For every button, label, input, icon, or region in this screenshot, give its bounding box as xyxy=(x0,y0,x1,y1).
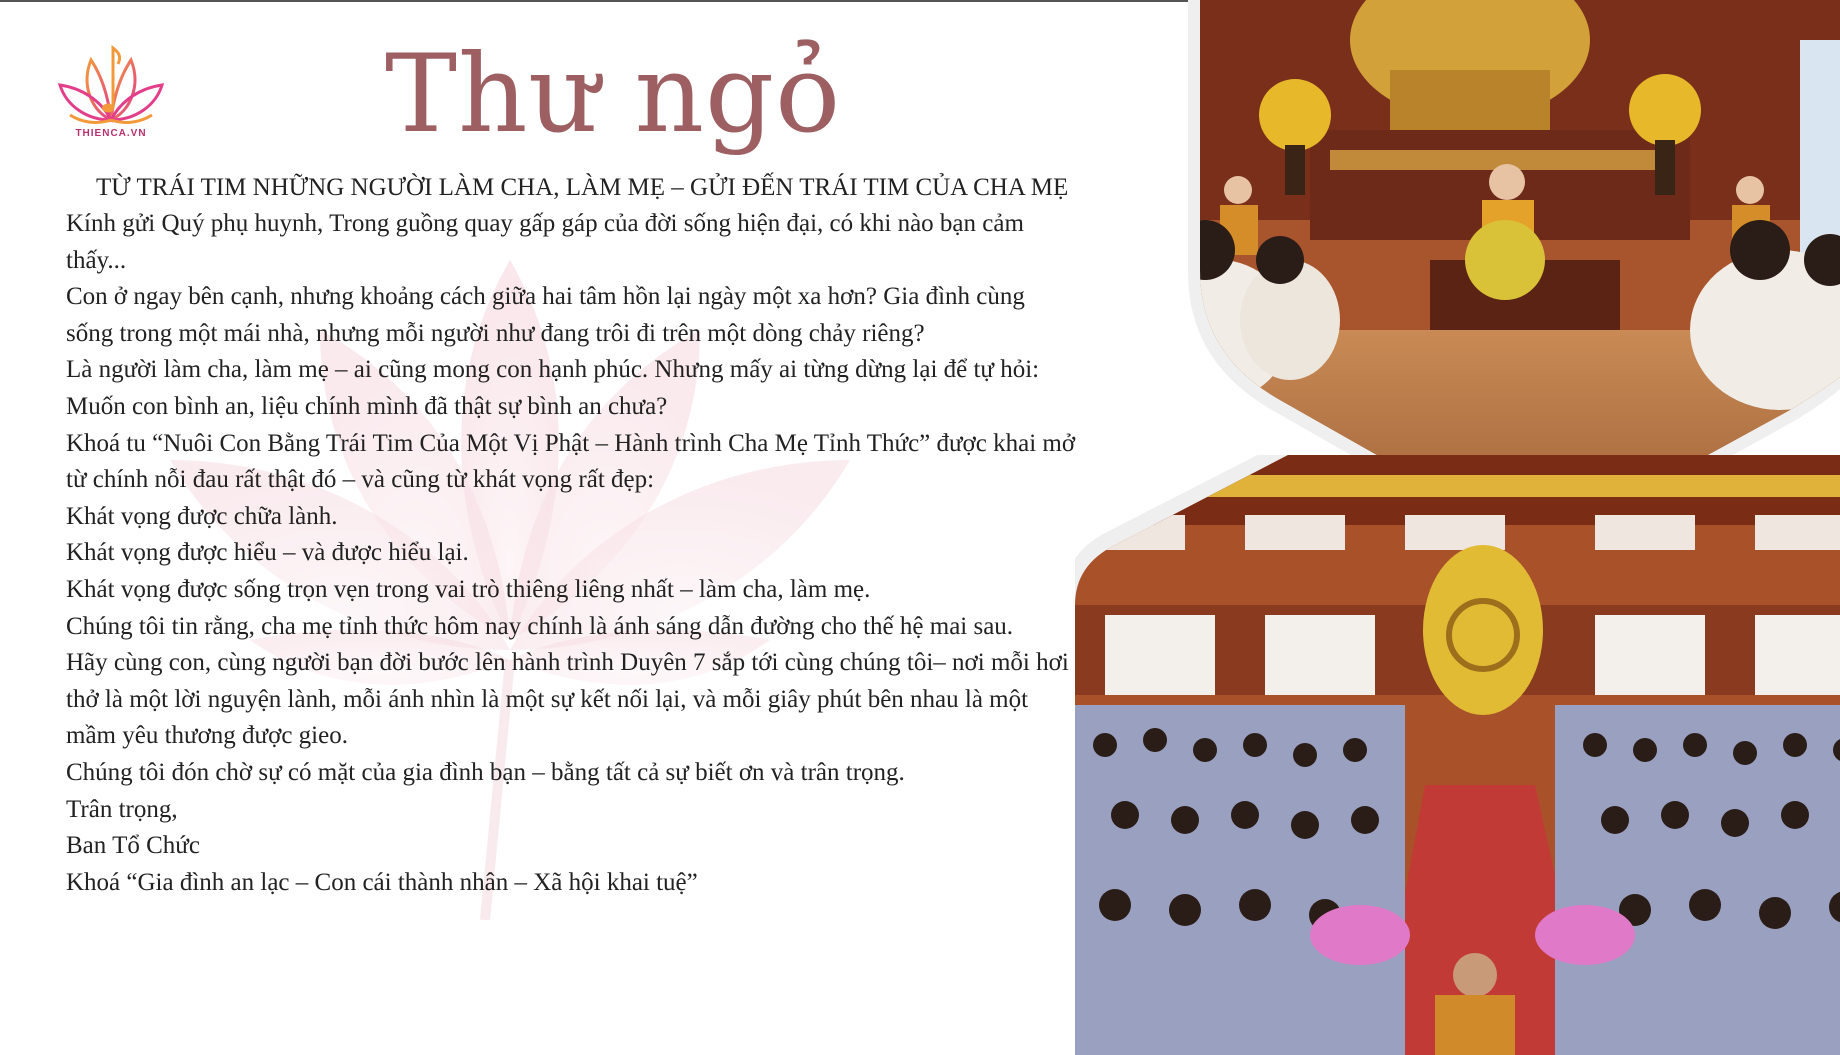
letter-body xyxy=(66,170,1076,901)
letter-heading: TỪ TRÁI TIM NHỮNG NGƯỜI LÀM CHA, LÀM MẸ – GỬI ĐẾN TRÁI TIM CỦA CHA MẸ xyxy=(96,174,1069,201)
letter-paragraph: Kính gửi Quý phụ huynh, Trong guồng quay gấp gáp của đời sống hiện đại, có khi nào bạn cảm thấy... xyxy=(66,210,1024,274)
brand-logo xyxy=(56,40,166,145)
letter-paragraph: Là người làm cha, làm mẹ – ai cũng mong con hạnh phúc. Nhưng mấy ai từng dừng lại để tự hỏi: xyxy=(66,356,1040,384)
letter-paragraph: Muốn con bình an, liệu chính mình đã thật sự bình an chưa? xyxy=(66,392,668,420)
temple-ceremony-crowd-photo xyxy=(1075,455,1840,1055)
letter-paragraph: Khát vọng được chữa lành. xyxy=(66,502,338,530)
letter-paragraph: Chúng tôi đón chờ sự có mặt của gia đình bạn – bằng tất cả sự biết ơn và trân trọng. xyxy=(66,758,905,786)
letter-paragraph: Khoá “Gia đình an lạc – Con cái thành nhân – Xã hội khai tuệ” xyxy=(66,868,698,896)
letter-paragraph: Khát vọng được hiểu – và được hiểu lại. xyxy=(66,539,469,567)
letter-paragraph: Ban Tổ Chức xyxy=(66,832,200,860)
letter-paragraph: Trân trọng, xyxy=(66,795,178,823)
letter-paragraph: Hãy cùng con, cùng người bạn đời bước lên hành trình Duyên 7 sắp tới cùng chúng tôi– nơi mỗi hơi thở là một lời nguyện lành, mỗi ánh nhìn là một sự kết nối lại, và mỗi giây phút bên nhau là một mầm yêu thương được gieo. xyxy=(66,649,1069,750)
top-border-line xyxy=(0,0,1200,2)
bottom-photo-frame xyxy=(1075,455,1840,1055)
brand-name: THIENCA.VN xyxy=(75,128,147,139)
lotus-music-icon xyxy=(56,40,166,130)
letter-paragraph: Khoá tu “Nuôi Con Bằng Trái Tim Của Một Vị Phật – Hành trình Cha Mẹ Tỉnh Thức” được khai mở từ chính nỗi đau rất thật đó – và cũng từ khát vọng rất đẹp: xyxy=(66,429,1076,494)
page-title: Thư ngỏ xyxy=(385,32,842,157)
letter-paragraph: Khát vọng được sống trọn vẹn trong vai trò thiêng liêng nhất – làm cha, làm mẹ. xyxy=(66,575,871,603)
letter-paragraph: Chúng tôi tin rằng, cha mẹ tỉnh thức hôm nay chính là ánh sáng dẫn đường cho thế hệ mai sau. xyxy=(66,612,1014,640)
letter-paragraph: Con ở ngay bên cạnh, nhưng khoảng cách giữa hai tâm hồn lại ngày một xa hơn? Gia đình cùng sống trong một mái nhà, nhưng mỗi người như đang trôi đi trên một dòng chảy riêng? xyxy=(66,283,1025,347)
